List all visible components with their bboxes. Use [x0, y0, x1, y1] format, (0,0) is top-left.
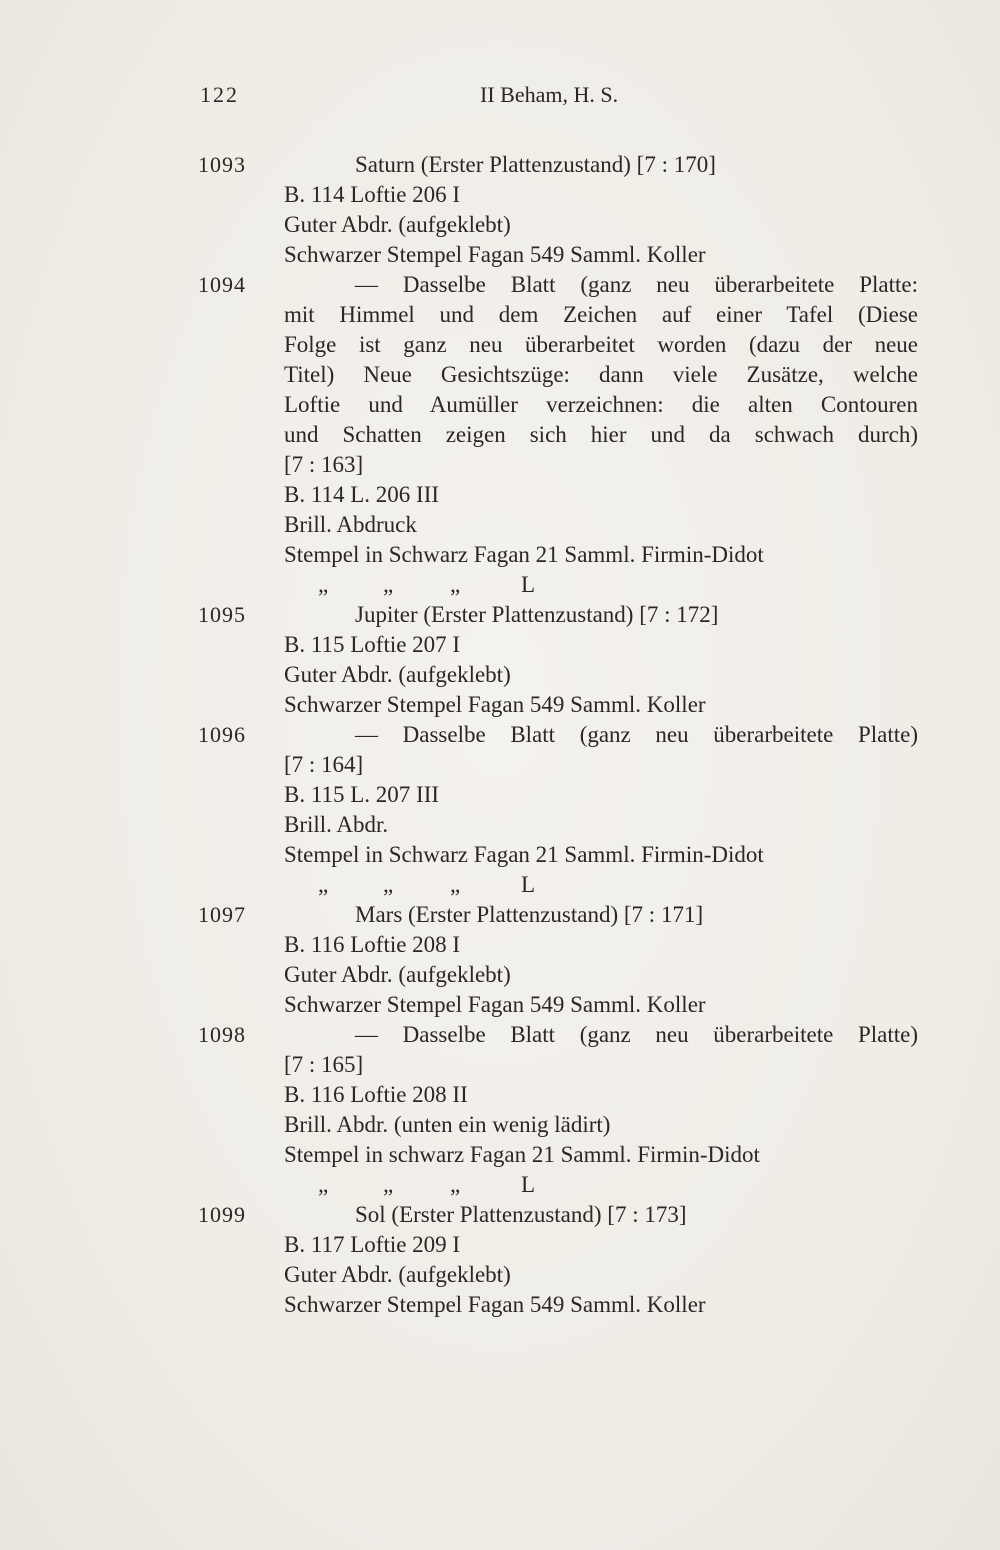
ditto-mark: „ [450, 572, 461, 597]
entry-reference: B. 116 Loftie 208 I [284, 932, 461, 957]
entry-title-line [0, 1200, 1000, 1230]
entry-description-line: mit Himmel und dem Zeichen auf einer Tafel (Diese [284, 302, 918, 327]
entry-provenance: Schwarzer Stempel Fagan 549 Samml. Koller [284, 1292, 706, 1317]
ditto-line [0, 870, 1000, 900]
ditto-mark: „ [318, 572, 329, 597]
ditto-mark: „ [450, 872, 461, 897]
entry-line [0, 1260, 1000, 1290]
ditto-mark: „ [318, 872, 329, 897]
ditto-letter: L [521, 572, 536, 597]
ditto-mark: „ [450, 1172, 461, 1197]
entry-reference: B. 115 Loftie 207 I [284, 632, 461, 657]
entry-description-line: und Schatten zeigen sich hier und da schwach durch) [284, 422, 918, 447]
entry-line [0, 1230, 1000, 1260]
entry-title: Jupiter (Erster Plattenzustand) [7 : 172] [355, 602, 719, 627]
entry-line [0, 1080, 1000, 1110]
entry-title-line [0, 720, 1000, 750]
entry-title-line [0, 270, 1000, 300]
entry-line [0, 300, 1000, 330]
entry-line [0, 180, 1000, 210]
ditto-mark: „ [383, 872, 394, 897]
entry-plate-ref: [7 : 163] [284, 452, 364, 477]
page-number: 122 [200, 82, 239, 107]
entry-number: 1099 [198, 1202, 246, 1227]
entry-number: 1094 [198, 272, 246, 297]
entry-line [0, 1290, 1000, 1320]
entry-line [0, 960, 1000, 990]
entry-reference: B. 115 L. 207 III [284, 782, 440, 807]
entry-line [0, 990, 1000, 1020]
entry-line [0, 660, 1000, 690]
entry-line [0, 480, 1000, 510]
entry-line [0, 240, 1000, 270]
entry-description-line: — Dasselbe Blatt (ganz neu überarbeitete Platte) [355, 1022, 918, 1047]
ditto-mark: „ [318, 1172, 329, 1197]
entry-number: 1098 [198, 1022, 246, 1047]
entry-reference: B. 117 Loftie 209 I [284, 1232, 461, 1257]
entry-line [0, 690, 1000, 720]
entry-condition: Guter Abdr. (aufgeklebt) [284, 962, 511, 987]
entry-condition: Brill. Abdr. [284, 812, 389, 837]
entry-number: 1096 [198, 722, 246, 747]
entry-description-line: Loftie und Aumüller verzeichnen: die alten Contouren [284, 392, 918, 417]
entry-provenance: Stempel in schwarz Fagan 21 Samml. Firmin-Didot [284, 1142, 760, 1167]
entry-line [0, 540, 1000, 570]
entry-line [0, 1140, 1000, 1170]
entry-condition: Guter Abdr. (aufgeklebt) [284, 212, 511, 237]
entry-title-line [0, 150, 1000, 180]
entry-line [0, 390, 1000, 420]
entry-line [0, 360, 1000, 390]
entry-line [0, 450, 1000, 480]
entry-provenance: Schwarzer Stempel Fagan 549 Samml. Koller [284, 992, 706, 1017]
entry-title: Mars (Erster Plattenzustand) [7 : 171] [355, 902, 704, 927]
entry-condition: Brill. Abdruck [284, 512, 417, 537]
entry-title: Sol (Erster Plattenzustand) [7 : 173] [355, 1202, 687, 1227]
entry-line [0, 1110, 1000, 1140]
entry-description-line: — Dasselbe Blatt (ganz neu überarbeitete Platte) [355, 722, 918, 747]
entry-description-line: — Dasselbe Blatt (ganz neu überarbeitete Platte: [355, 272, 918, 297]
entry-number: 1095 [198, 602, 246, 627]
ditto-letter: L [521, 1172, 536, 1197]
entry-condition: Brill. Abdr. (unten ein wenig lädirt) [284, 1112, 611, 1137]
entry-provenance: Stempel in Schwarz Fagan 21 Samml. Firmin-Didot [284, 842, 764, 867]
entry-reference: B. 116 Loftie 208 II [284, 1082, 468, 1107]
entry-line [0, 420, 1000, 450]
ditto-letter: L [521, 872, 536, 897]
entry-number: 1097 [198, 902, 246, 927]
entry-title-line [0, 600, 1000, 630]
entry-line [0, 1050, 1000, 1080]
entry-plate-ref: [7 : 164] [284, 752, 364, 777]
entry-provenance: Stempel in Schwarz Fagan 21 Samml. Firmin-Didot [284, 542, 764, 567]
entry-line [0, 630, 1000, 660]
entry-line [0, 930, 1000, 960]
ditto-mark: „ [383, 1172, 394, 1197]
entry-title: Saturn (Erster Plattenzustand) [7 : 170] [355, 152, 716, 177]
entry-description-line: Titel) Neue Gesichtszüge: dann viele Zusätze, welche [284, 362, 918, 387]
entry-title-line [0, 900, 1000, 930]
entry-reference: B. 114 Loftie 206 I [284, 182, 461, 207]
ditto-mark: „ [383, 572, 394, 597]
entry-line [0, 780, 1000, 810]
entry-condition: Guter Abdr. (aufgeklebt) [284, 1262, 511, 1287]
entry-description-line: Folge ist ganz neu überarbeitet worden (dazu der neue [284, 332, 918, 357]
entry-condition: Guter Abdr. (aufgeklebt) [284, 662, 511, 687]
entry-line [0, 210, 1000, 240]
entry-title-line [0, 1020, 1000, 1050]
entry-reference: B. 114 L. 206 III [284, 482, 440, 507]
entry-line [0, 750, 1000, 780]
running-head: II Beham, H. S. [480, 82, 619, 107]
entry-plate-ref: [7 : 165] [284, 1052, 364, 1077]
entry-provenance: Schwarzer Stempel Fagan 549 Samml. Koller [284, 692, 706, 717]
entry-number: 1093 [198, 152, 246, 177]
ditto-line [0, 570, 1000, 600]
entry-line [0, 330, 1000, 360]
entry-line [0, 840, 1000, 870]
page-header [0, 82, 1000, 118]
entry-line [0, 810, 1000, 840]
catalog-entries [0, 150, 1000, 1320]
ditto-line [0, 1170, 1000, 1200]
entry-line [0, 510, 1000, 540]
entry-provenance: Schwarzer Stempel Fagan 549 Samml. Koller [284, 242, 706, 267]
